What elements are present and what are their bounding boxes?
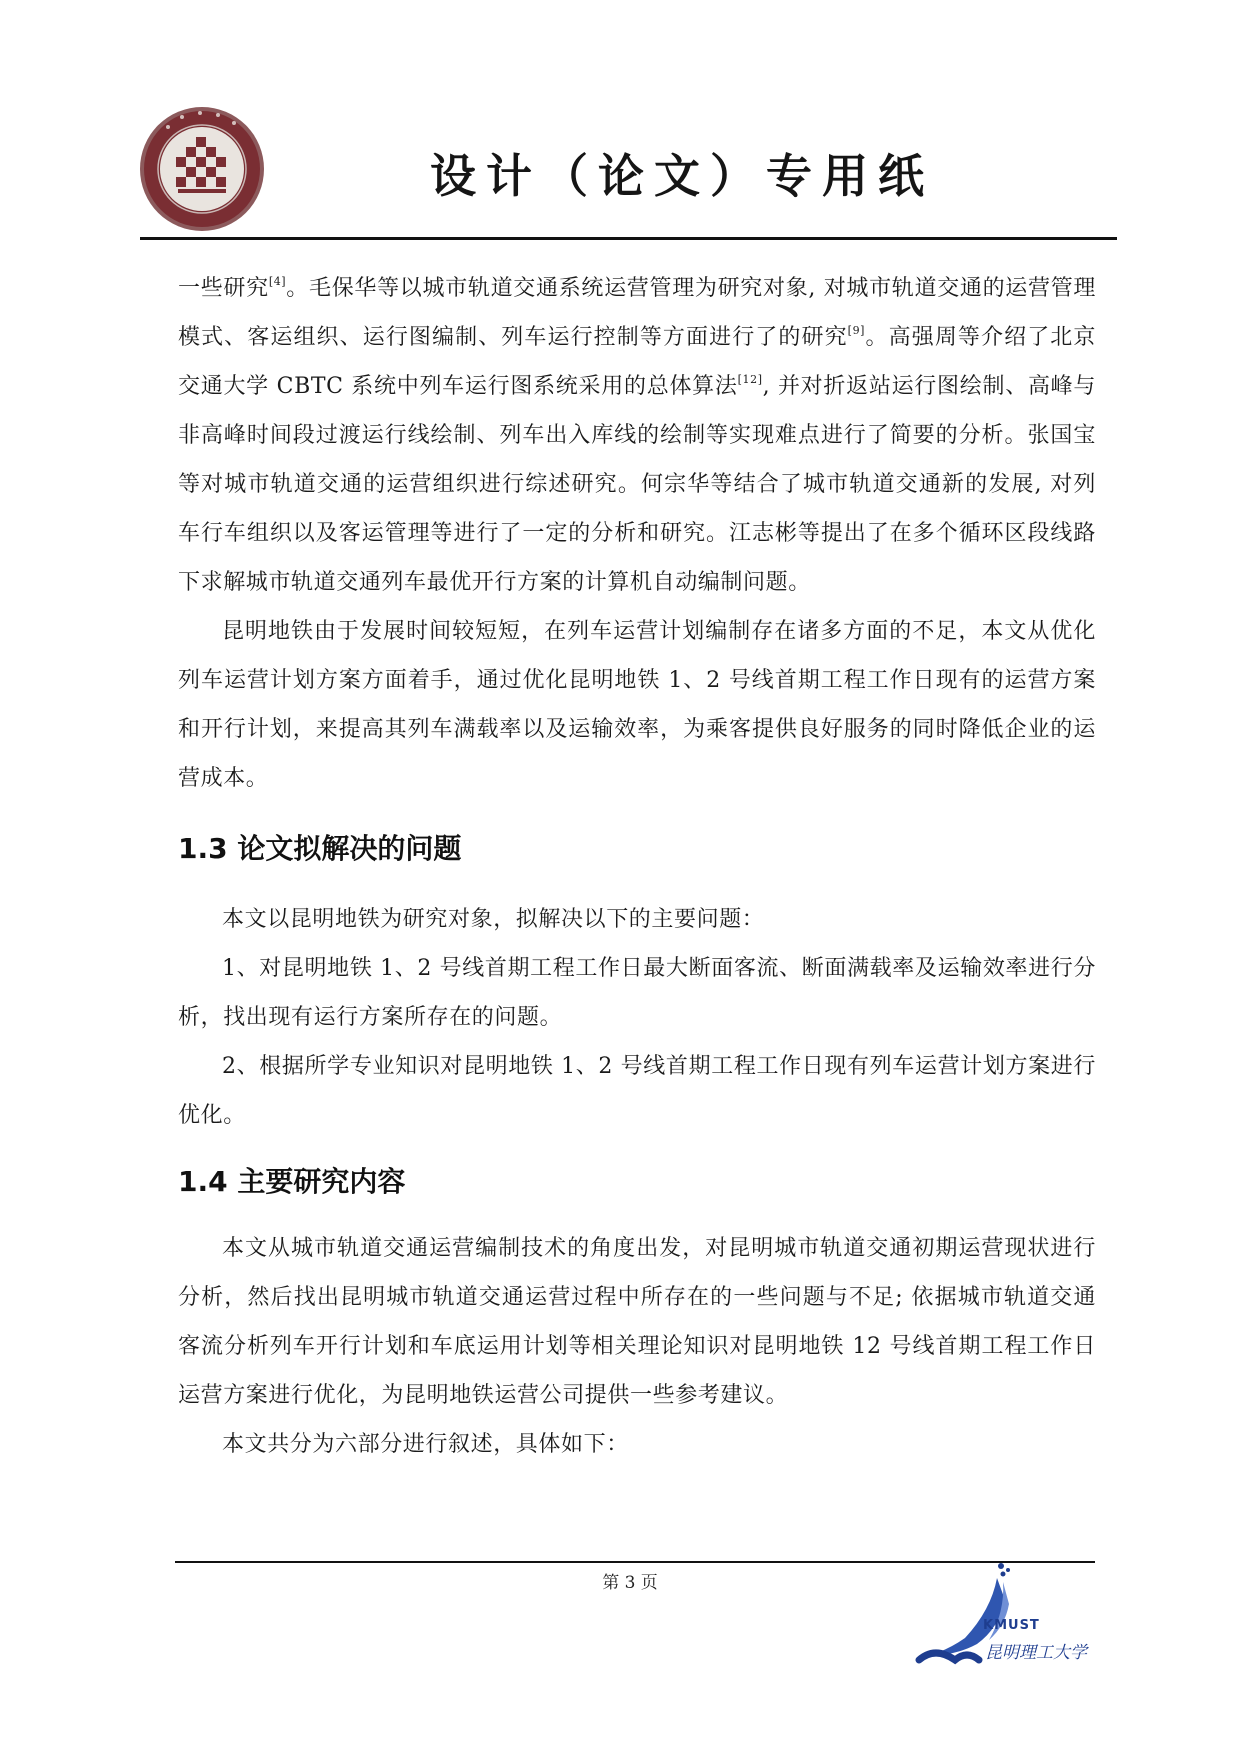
citation-ref: [4]	[268, 275, 287, 288]
paragraph-structure-intro: 本文共分为六部分进行叙述，具体如下：	[222, 1432, 629, 1457]
paragraph-research-content: 本文从城市轨道交通运营编制技术的角度出发，对昆明城市轨道交通初期运营现状进行分析，然后找出昆明城市轨道交通运营过程中所存在的一些问题与不足; 依据城市轨道交通客流分析列车开行计划和车底运用计划等相关理论知识对昆明地铁 12 号线首期工程工作日运营方案进行优化，为昆明地铁运营公司提供一些参考建议。	[178, 1236, 1096, 1408]
page-content	[178, 264, 1096, 1469]
text-run: 。毛保华等以城市轨道交通系统运营管理为研究对象, 对城市轨道交通的运营管理模式、客运组织、运行图编制、列车运行控制等方面进行了的研究	[178, 276, 1096, 350]
citation-ref: [12]	[737, 373, 763, 386]
header-divider	[140, 237, 1117, 240]
university-seal-icon	[138, 105, 266, 233]
page-header-title: 设计（论文）专用纸	[430, 149, 934, 203]
paragraph-problem-intro: 本文以昆明地铁为研究对象，拟解决以下的主要问题：	[222, 907, 765, 932]
text-run: , 并对折返站运行图绘制、高峰与非高峰时间段过渡运行线绘制、列车出入库线的绘制等实现难点进行了简要的分析。张国宝等对城市轨道交通的运营组织进行综述研究。何宗华等结合了城市轨道交通新的发展, 对列车行车组织以及客运管理等进行了一定的分析和研究。江志彬等提出了在多个循环区段线路下求解城市轨道交通列车最优开行方案的计算机自动编制问题。	[178, 374, 1096, 595]
section-heading-1-4: 1.4 主要研究内容	[178, 1165, 406, 1198]
text-run: 。高强周等介绍了北京交通大学 CBTC 系统中列车运行图系统采用的总体算法	[178, 325, 1096, 399]
section-heading-1-3: 1.3 论文拟解决的问题	[178, 832, 462, 865]
text-run: 一些研究	[178, 276, 269, 301]
paragraph-motivation: 昆明地铁由于发展时间较短短，在列车运营计划编制存在诸多方面的不足，本文从优化列车运营计划方案方面着手，通过优化昆明地铁 1、2 号线首期工程工作日现有的运营方案和开行计划，来提高其列车满载率以及运输效率，为乘客提供良好服务的同时降低企业的运营成本。	[178, 619, 1096, 791]
citation-ref: [9]	[847, 324, 866, 337]
list-item-problem-1: 1、对昆明地铁 1、2 号线首期工程工作日最大断面客流、断面满载率及运输效率进行分析，找出现有运行方案所存在的问题。	[178, 956, 1096, 1030]
list-item-problem-2: 2、根据所学专业知识对昆明地铁 1、2 号线首期工程工作日现有列车运营计划方案进行优化。	[178, 1054, 1096, 1128]
logo-wordmark-cn: 昆明理工大学	[985, 1643, 1087, 1663]
paragraph-literature-review	[178, 264, 1096, 607]
logo-wordmark-en: KMUST	[983, 1618, 1040, 1633]
page-number: 第 3 页	[602, 1573, 658, 1593]
